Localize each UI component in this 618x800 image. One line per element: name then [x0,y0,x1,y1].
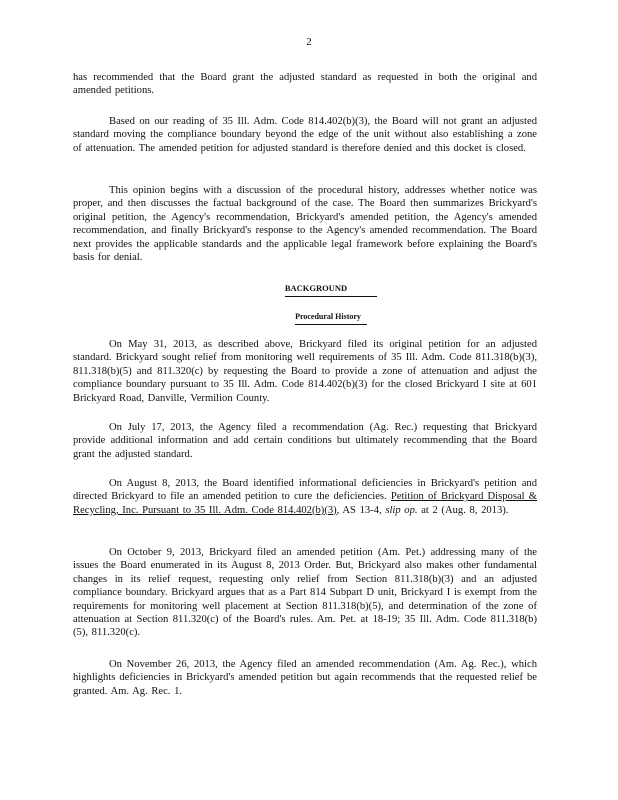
heading-background [0,282,618,297]
paragraph-amended-recommendation: On November 26, 2013, the Agency filed an amended recommendation (Am. Ag. Rec.), which highlights deficiencies in Brickyard's amended petition but again recommends that the requested relief be granted. Am. Ag. Rec. 1. [73,659,537,697]
paragraph-board-deficiencies [73,477,537,517]
heading-background-text: BACKGROUND [285,282,377,297]
paragraph-recommendation: has recommended that the Board grant the adjusted standard as requested in both the original and amended petitions. [73,72,537,97]
case-citation: Petition of Brickyard Disposal & Recycling, Inc. Pursuant to 35 Ill. Adm. Code 814.402(b)(3) [73,491,538,516]
paragraph-agency-recommendation: On July 17, 2013, the Agency filed a recommendation (Ag. Rec.) requesting that Brickyard provide additional information and add certain conditions but ultimately recommending that the Board grant the adjusted standard. [73,422,537,460]
case-number: , AS 13-4, [336,504,382,516]
slip-op: slip op. [385,504,418,516]
paragraph-original-petition: On May 31, 2013, as described above, Brickyard filed its original petition for an adjusted standard. Brickyard sought relief from monitoring well requirements of 35 Ill. Adm. Code 811.318(b)(3), 811.318(b)(5) and 811.320(c) by requesting the Board to provide a zone of attenuation and adjust the compliance boundary pursuant to 35 Ill. Adm. Code 814.402(b)(3) for the closed Brickyard I site at 601 Brickyard Road, Danville, Vermilion County. [73,339,537,404]
heading-procedural-history-text: Procedural History [295,310,367,325]
citation-date: at 2 (Aug. 8, 2013). [421,504,509,516]
page-number: 2 [306,36,312,48]
paragraph-opinion-outline: This opinion begins with a discussion of the procedural history, addresses whether notice was proper, and then discusses the factual background of the case. The Board then summarizes Brickyard's original petition, the Agency's recommendation, Brickyard's amended petition, the Agency's amended recommendation, and finally Brickyard's response to the Agency's amended recommendation. The Board next provides the applicable standards and the applicable legal framework before explaining the Board's basis for denial. [73,185,537,264]
deficiencies-text: On August 8, 2013, the Board identified informational deficiencies in Brickyard's petition and directed Brickyard to file an amended petition to cure the deficiencies. [73,478,537,503]
paragraph-amended-petition: On October 9, 2013, Brickyard filed an amended petition (Am. Pet.) addressing many of the issues the Board enumerated in its August 8, 2013 Order. But, Brickyard also makes other fundamental changes in its relief request, requesting only relief from Section 811.318(b)(3) and an adjusted compliance boundary. Brickyard argues that as a Part 814 Subpart D unit, Brickyard I is exempt from the requirements for monitoring well placement at Section 811.318(b)(5), and determination of the zone of attenuation at Section 811.320(c) of the Board's rules. Am. Pet. at 18-19; 35 Ill. Adm. Code 811.318(b)(5), 811.320(c). [73,547,537,639]
paragraph-holding: Based on our reading of 35 Ill. Adm. Code 814.402(b)(3), the Board will not grant an adjusted standard moving the compliance boundary beyond the edge of the unit without also establishing a zone of attenuation. The amended petition for adjusted standard is therefore denied and this docket is closed. [73,116,537,154]
heading-procedural-history [0,310,618,325]
